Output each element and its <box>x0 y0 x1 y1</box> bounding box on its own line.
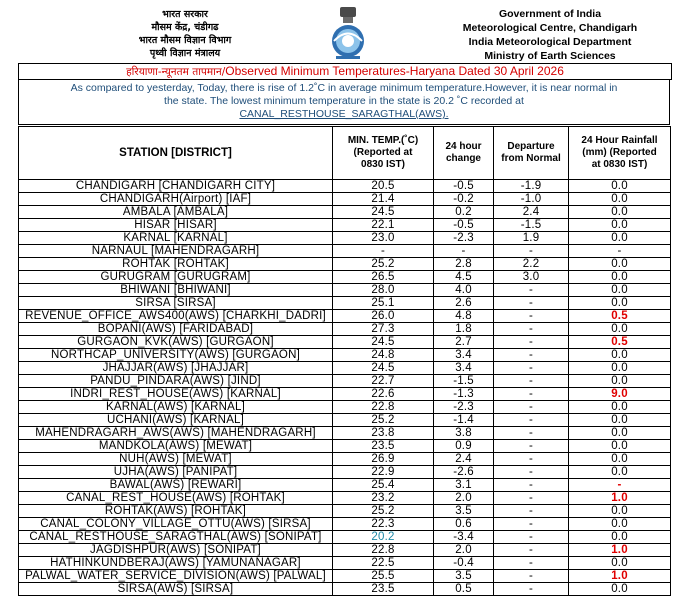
rainfall-cell: 0.0 <box>569 583 671 596</box>
departure-header-line: from Normal <box>501 153 561 164</box>
min-temp-cell: 20.5 <box>333 180 434 193</box>
departure-cell: - <box>494 570 569 583</box>
table-row <box>19 570 671 583</box>
station-cell: BHIWANI [BHIWANI] <box>19 284 333 297</box>
rainfall-cell: 0.0 <box>569 375 671 388</box>
departure-cell: - <box>494 245 569 258</box>
change-cell: 2.4 <box>434 453 494 466</box>
station-cell: CANAL_COLONY_VILLAGE_OTTU(AWS) [SIRSA] <box>19 518 333 531</box>
change-cell: - <box>434 245 494 258</box>
rainfall-cell: 9.0 <box>569 388 671 401</box>
station-cell: NARNAUL [MAHENDRAGARH] <box>19 245 333 258</box>
english-line: Ministry of Earth Sciences <box>484 50 616 62</box>
rainfall-cell: 0.0 <box>569 258 671 271</box>
table-row <box>19 544 671 557</box>
departure-cell: - <box>494 336 569 349</box>
rainfall-cell: 0.0 <box>569 427 671 440</box>
table-row <box>19 193 671 206</box>
departure-cell: - <box>494 544 569 557</box>
col-header-min-temp <box>333 127 434 180</box>
station-cell: KARNAL [KARNAL] <box>19 232 333 245</box>
station-cell: PANDU_PINDARA(AWS) [JIND] <box>19 375 333 388</box>
hindi-org-block <box>60 8 310 60</box>
min-temp-cell: 26.0 <box>333 310 434 323</box>
min-temp-cell: 23.5 <box>333 440 434 453</box>
station-cell: HISAR [HISAR] <box>19 219 333 232</box>
table-row <box>19 180 671 193</box>
table-row <box>19 232 671 245</box>
change-cell: 2.7 <box>434 336 494 349</box>
min-temp-cell: 25.1 <box>333 297 434 310</box>
station-cell: GURUGRAM [GURUGRAM] <box>19 271 333 284</box>
change-cell: 0.2 <box>434 206 494 219</box>
rainfall-cell: 0.0 <box>569 349 671 362</box>
change-cell: 3.1 <box>434 479 494 492</box>
change-cell: 2.6 <box>434 297 494 310</box>
rainfall-cell: 0.0 <box>569 284 671 297</box>
change-cell: 3.5 <box>434 505 494 518</box>
rainfall-cell: 0.0 <box>569 362 671 375</box>
min-temp-header-line: (Reported at <box>353 147 413 158</box>
station-cell: JAGDISHPUR(AWS) [SONIPAT] <box>19 544 333 557</box>
table-row <box>19 427 671 440</box>
table-row <box>19 349 671 362</box>
departure-cell: - <box>494 479 569 492</box>
change-cell: 3.5 <box>434 570 494 583</box>
table-row <box>19 219 671 232</box>
change-cell: 4.8 <box>434 310 494 323</box>
table-row <box>19 375 671 388</box>
table-row <box>19 271 671 284</box>
departure-cell: -1.5 <box>494 219 569 232</box>
change-cell: 3.4 <box>434 362 494 375</box>
change-cell: 2.0 <box>434 492 494 505</box>
change-cell: 0.9 <box>434 440 494 453</box>
departure-cell: - <box>494 362 569 375</box>
min-temp-cell: 25.5 <box>333 570 434 583</box>
rainfall-cell: - <box>569 479 671 492</box>
min-temp-header-line: 0830 IST) <box>361 159 405 170</box>
rainfall-cell: 0.0 <box>569 518 671 531</box>
station-cell: MANDKOLA(AWS) [MEWAT] <box>19 440 333 453</box>
min-temp-cell: 25.2 <box>333 258 434 271</box>
departure-cell: - <box>494 427 569 440</box>
station-cell: GURGAON_KVK(AWS) [GURGAON] <box>19 336 333 349</box>
english-line: Government of India <box>498 8 602 20</box>
table-row <box>19 414 671 427</box>
table-body <box>19 180 671 596</box>
rainfall-cell: 0.5 <box>569 310 671 323</box>
table-row <box>19 388 671 401</box>
min-temp-cell: 24.5 <box>333 336 434 349</box>
station-cell: CANAL_REST_HOUSE(AWS) [ROHTAK] <box>19 492 333 505</box>
departure-cell: - <box>494 583 569 596</box>
hindi-line: भारत सरकार <box>162 9 208 20</box>
min-temp-cell: 23.0 <box>333 232 434 245</box>
station-cell: CHANDIGARH [CHANDIGARH CITY] <box>19 180 333 193</box>
min-temp-cell: 23.2 <box>333 492 434 505</box>
departure-cell: - <box>494 375 569 388</box>
title-english: Observed Minimum Temperatures-Haryana Dated 30 April 2026 <box>225 64 564 78</box>
departure-cell: -1.0 <box>494 193 569 206</box>
station-cell: NUH(AWS) [MEWAT] <box>19 453 333 466</box>
table-row <box>19 518 671 531</box>
english-line: India Meteorological Department <box>468 36 632 48</box>
station-cell: ROHTAK [ROHTAK] <box>19 258 333 271</box>
min-temp-cell: 22.6 <box>333 388 434 401</box>
table-row <box>19 284 671 297</box>
summary-location: CANAL_RESTHOUSE_SARAGTHAL(AWS). <box>239 108 449 120</box>
summary-line-1: As compared to yesterday, Today, there is rise of 1.2˚C in average minimum temperature.However, it is near normal in <box>70 82 618 94</box>
rainfall-cell: 0.0 <box>569 401 671 414</box>
rainfall-cell: 0.0 <box>569 206 671 219</box>
change-cell: 0.5 <box>434 583 494 596</box>
change-cell: -0.5 <box>434 219 494 232</box>
table-row <box>19 492 671 505</box>
hindi-line: मौसम केंद्र, चंडीगढ <box>151 22 219 33</box>
station-cell: UCHANI(AWS) [KARNAL] <box>19 414 333 427</box>
departure-cell: - <box>494 414 569 427</box>
table-row <box>19 336 671 349</box>
report-title <box>18 63 672 80</box>
english-org-block <box>430 7 670 63</box>
rainfall-header-line: at 0830 IST) <box>591 159 648 170</box>
departure-cell: 1.9 <box>494 232 569 245</box>
rainfall-cell: 0.0 <box>569 557 671 570</box>
change-cell: -0.5 <box>434 180 494 193</box>
departure-header-line: Departure <box>507 141 555 152</box>
station-cell: MAHENDRAGARH_AWS(AWS) [MAHENDRAGARH] <box>19 427 333 440</box>
min-temp-cell: 26.9 <box>333 453 434 466</box>
table-row <box>19 310 671 323</box>
change-cell: 3.8 <box>434 427 494 440</box>
min-temp-cell: 22.9 <box>333 466 434 479</box>
min-temp-cell: 24.5 <box>333 206 434 219</box>
min-temp-cell: 22.8 <box>333 401 434 414</box>
rainfall-header-line: 24 Hour Rainfall <box>581 135 658 146</box>
departure-cell: 3.0 <box>494 271 569 284</box>
change-cell: -3.4 <box>434 531 494 544</box>
min-temp-cell: 24.8 <box>333 349 434 362</box>
min-temp-cell: 23.8 <box>333 427 434 440</box>
rainfall-cell: 1.0 <box>569 544 671 557</box>
departure-cell: - <box>494 531 569 544</box>
table-row <box>19 323 671 336</box>
hindi-line: पृथ्वी विज्ञान मंत्रालय <box>149 48 221 59</box>
min-temp-cell: 22.5 <box>333 557 434 570</box>
rainfall-cell: 1.0 <box>569 570 671 583</box>
min-temp-cell: 26.5 <box>333 271 434 284</box>
col-header-rainfall <box>569 127 671 180</box>
departure-cell: - <box>494 284 569 297</box>
station-cell: ROHTAK(AWS) [ROHTAK] <box>19 505 333 518</box>
departure-cell: - <box>494 323 569 336</box>
change-cell: -0.2 <box>434 193 494 206</box>
table-row <box>19 297 671 310</box>
col-header-station: STATION [DISTRICT] <box>19 127 333 180</box>
min-temp-cell: 22.8 <box>333 544 434 557</box>
col-header-change <box>434 127 494 180</box>
departure-cell: - <box>494 505 569 518</box>
rainfall-cell: 1.0 <box>569 492 671 505</box>
table-row <box>19 401 671 414</box>
rainfall-cell: 0.0 <box>569 505 671 518</box>
temperature-table <box>18 126 671 596</box>
departure-cell: - <box>494 492 569 505</box>
min-temp-cell: 23.5 <box>333 583 434 596</box>
change-cell: -2.3 <box>434 401 494 414</box>
departure-cell: - <box>494 297 569 310</box>
change-cell: 0.6 <box>434 518 494 531</box>
departure-cell: - <box>494 349 569 362</box>
departure-cell: - <box>494 466 569 479</box>
table-row <box>19 479 671 492</box>
table-row <box>19 258 671 271</box>
hindi-line: भारत मौसम विज्ञान विभाग <box>138 35 232 46</box>
rainfall-cell: 0.0 <box>569 531 671 544</box>
departure-cell: - <box>494 557 569 570</box>
min-temp-cell: - <box>333 245 434 258</box>
table-row <box>19 362 671 375</box>
min-temp-cell: 21.4 <box>333 193 434 206</box>
rainfall-cell: 0.5 <box>569 336 671 349</box>
table-row <box>19 505 671 518</box>
station-cell: REVENUE_OFFICE_AWS400(AWS) [CHARKHI_DADRI] <box>19 310 333 323</box>
table-row <box>19 583 671 596</box>
table-header-row <box>19 127 671 180</box>
rainfall-cell: 0.0 <box>569 180 671 193</box>
change-cell: 2.0 <box>434 544 494 557</box>
station-cell: BOPANI(AWS) [FARIDABAD] <box>19 323 333 336</box>
station-cell: HATHINKUNDBERAJ(AWS) [YAMUNANAGAR] <box>19 557 333 570</box>
rainfall-header-line: (mm) (Reported <box>582 147 657 158</box>
min-temp-cell: 25.2 <box>333 414 434 427</box>
station-cell: PALWAL_WATER_SERVICE_DIVISION(AWS) [PALWAL] <box>19 570 333 583</box>
departure-cell: 2.4 <box>494 206 569 219</box>
change-cell: 4.5 <box>434 271 494 284</box>
national-emblem-icon <box>326 6 370 60</box>
station-cell: INDRI_REST_HOUSE(AWS) [KARNAL] <box>19 388 333 401</box>
title-hindi: हरियाणा-न्यूनतम तापमान/ <box>126 66 226 78</box>
min-temp-cell: 22.7 <box>333 375 434 388</box>
rainfall-cell: 0.0 <box>569 414 671 427</box>
rainfall-cell: 0.0 <box>569 466 671 479</box>
change-cell: 3.4 <box>434 349 494 362</box>
departure-cell: - <box>494 401 569 414</box>
station-cell: KARNAL(AWS) [KARNAL] <box>19 401 333 414</box>
change-header-line: change <box>445 153 481 164</box>
table-row <box>19 466 671 479</box>
summary-text <box>18 79 670 125</box>
min-temp-header-line: MIN. TEMP.(˚C) <box>347 135 419 146</box>
min-temp-cell: 20.2 <box>333 531 434 544</box>
change-cell: -2.3 <box>434 232 494 245</box>
min-temp-cell: 25.4 <box>333 479 434 492</box>
station-cell: SIRSA [SIRSA] <box>19 297 333 310</box>
change-cell: 2.8 <box>434 258 494 271</box>
rainfall-cell: 0.0 <box>569 297 671 310</box>
station-cell: NORTHCAP_UNIVERSITY(AWS) [GURGAON] <box>19 349 333 362</box>
departure-cell: 2.2 <box>494 258 569 271</box>
rainfall-cell: 0.0 <box>569 440 671 453</box>
departure-cell: - <box>494 388 569 401</box>
table-row <box>19 245 671 258</box>
change-cell: -1.3 <box>434 388 494 401</box>
station-cell: SIRSA(AWS) [SIRSA] <box>19 583 333 596</box>
table-row <box>19 453 671 466</box>
rainfall-cell: 0.0 <box>569 323 671 336</box>
change-cell: -1.4 <box>434 414 494 427</box>
rainfall-cell: 0.0 <box>569 271 671 284</box>
change-cell: -1.5 <box>434 375 494 388</box>
table-row <box>19 531 671 544</box>
table-row <box>19 557 671 570</box>
min-temp-cell: 24.5 <box>333 362 434 375</box>
table-row <box>19 206 671 219</box>
station-cell: UJHA(AWS) [PANIPAT] <box>19 466 333 479</box>
page-header <box>0 0 686 64</box>
table-row <box>19 440 671 453</box>
station-cell: JHAJJAR(AWS) [JHAJJAR] <box>19 362 333 375</box>
rainfall-cell: - <box>569 245 671 258</box>
change-cell: 1.8 <box>434 323 494 336</box>
change-cell: 4.0 <box>434 284 494 297</box>
rainfall-cell: 0.0 <box>569 219 671 232</box>
min-temp-cell: 22.3 <box>333 518 434 531</box>
station-cell: CANAL_RESTHOUSE_SARAGTHAL(AWS) [SONIPAT] <box>19 531 333 544</box>
station-cell: BAWAL(AWS) [REWARI] <box>19 479 333 492</box>
min-temp-cell: 27.3 <box>333 323 434 336</box>
summary-line-2: the state. The lowest minimum temperature in the state is 20.2 ˚C recorded at <box>164 95 524 107</box>
change-cell: -0.4 <box>434 557 494 570</box>
rainfall-cell: 0.0 <box>569 232 671 245</box>
min-temp-cell: 22.1 <box>333 219 434 232</box>
departure-cell: - <box>494 518 569 531</box>
rainfall-cell: 0.0 <box>569 453 671 466</box>
col-header-departure <box>494 127 569 180</box>
departure-cell: - <box>494 310 569 323</box>
min-temp-cell: 25.2 <box>333 505 434 518</box>
change-cell: -2.6 <box>434 466 494 479</box>
station-cell: CHANDIGARH(Airport) [IAF] <box>19 193 333 206</box>
departure-cell: -1.9 <box>494 180 569 193</box>
departure-cell: - <box>494 440 569 453</box>
rainfall-cell: 0.0 <box>569 193 671 206</box>
departure-cell: - <box>494 453 569 466</box>
min-temp-cell: 28.0 <box>333 284 434 297</box>
station-cell: AMBALA [AMBALA] <box>19 206 333 219</box>
change-header-line: 24 hour <box>445 141 482 152</box>
english-line: Meteorological Centre, Chandigarh <box>462 22 638 34</box>
